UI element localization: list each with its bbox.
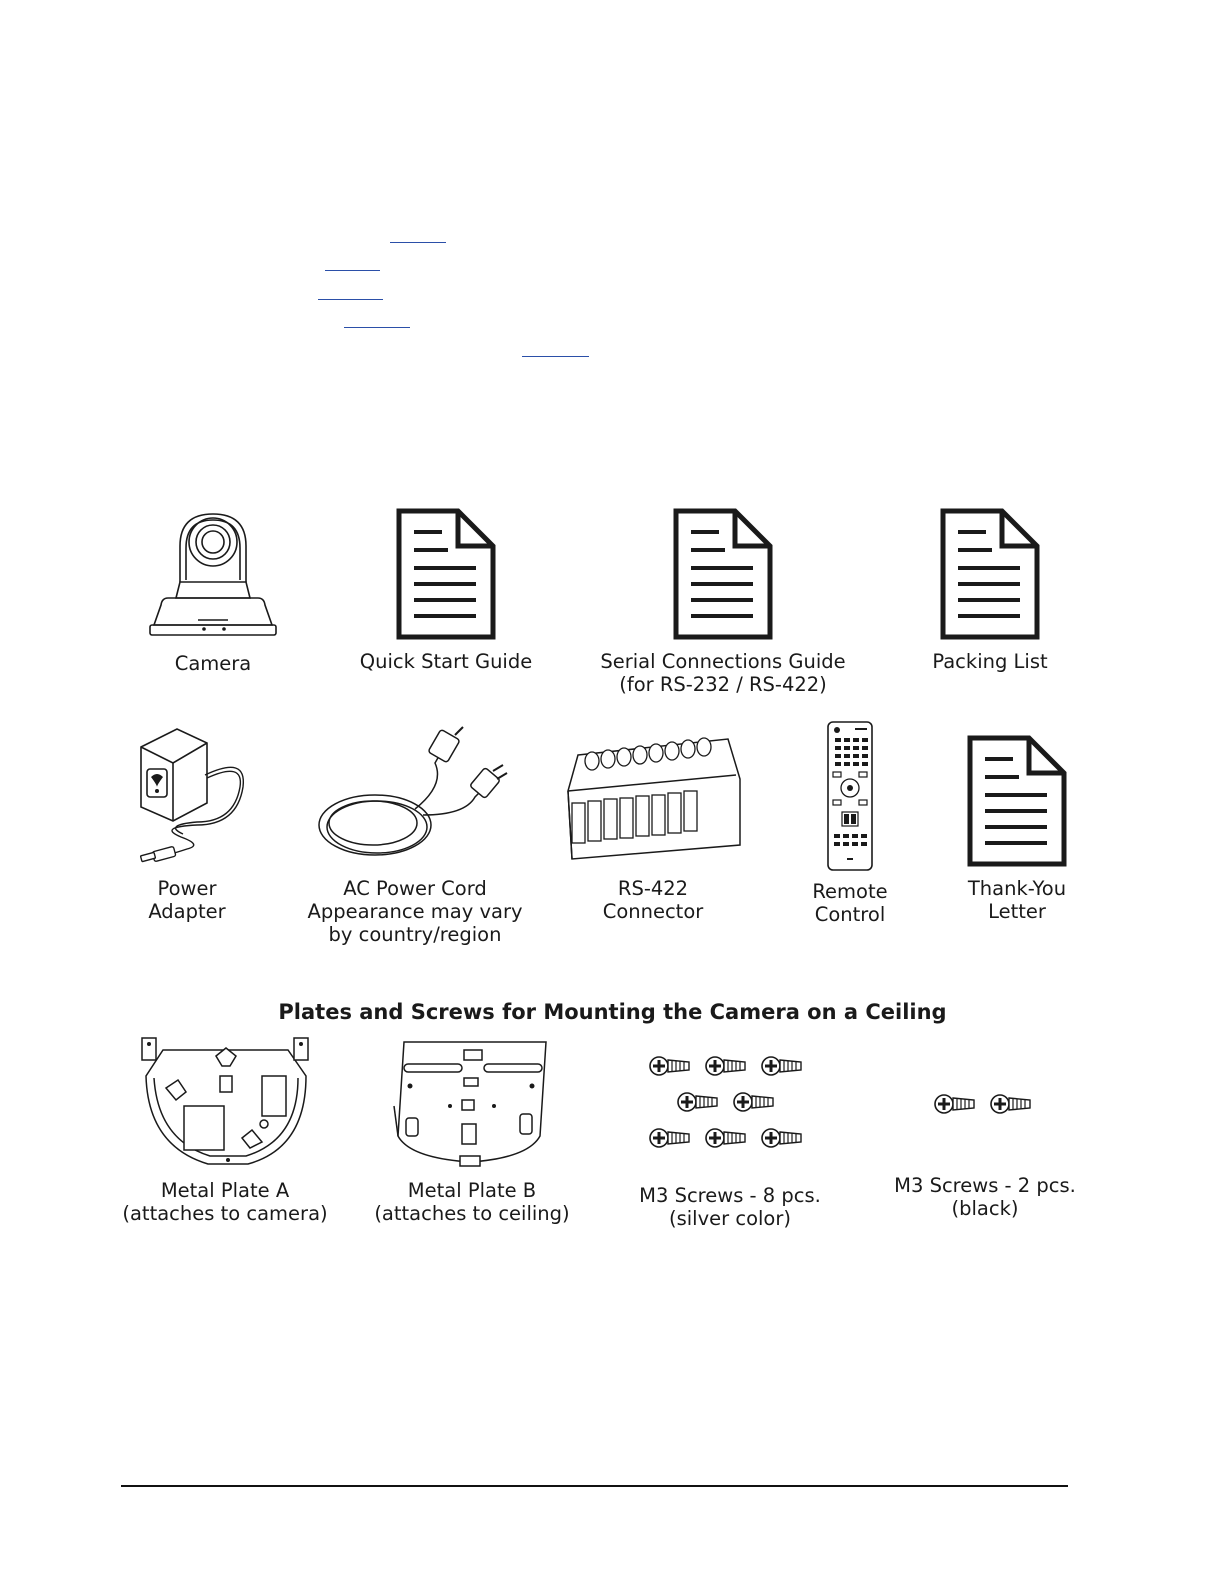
footer-rule bbox=[121, 1485, 1068, 1487]
caption-line: AC Power Cord bbox=[343, 877, 487, 900]
caption-m3-screws-2 bbox=[894, 1174, 1076, 1220]
caption-line: Metal Plate A bbox=[160, 1179, 290, 1202]
caption-line: M3 Screws - 8 pcs. bbox=[639, 1184, 821, 1207]
caption-serial-guide bbox=[600, 650, 845, 696]
caption-remote-control bbox=[812, 880, 887, 926]
caption-line: Power bbox=[157, 877, 217, 900]
item-serial-guide bbox=[573, 508, 873, 696]
power-cord-icon bbox=[315, 725, 515, 865]
mounting-plate-b-icon bbox=[390, 1036, 555, 1172]
link-underline-3[interactable] bbox=[318, 299, 383, 300]
caption-thank-you-letter bbox=[968, 877, 1066, 923]
item-quick-start-guide bbox=[346, 508, 546, 673]
link-underline-5[interactable] bbox=[522, 356, 589, 357]
caption-power-adapter bbox=[148, 877, 225, 923]
item-thank-you-letter bbox=[942, 735, 1092, 923]
terminal-block-icon bbox=[558, 725, 748, 865]
item-camera bbox=[113, 510, 313, 675]
item-remote-control bbox=[790, 720, 910, 926]
item-m3-screws-8 bbox=[620, 1050, 840, 1230]
power-adapter-icon bbox=[117, 725, 257, 865]
item-metal-plate-b bbox=[362, 1036, 582, 1225]
item-power-adapter bbox=[97, 725, 277, 923]
caption-metal-plate-a bbox=[122, 1179, 327, 1225]
caption-line: Quick Start Guide bbox=[359, 650, 533, 673]
caption-line: Metal Plate B bbox=[407, 1179, 537, 1202]
mounting-plate-a-icon bbox=[138, 1036, 313, 1172]
caption-line: Connector bbox=[602, 900, 704, 923]
caption-line: RS-422 bbox=[617, 877, 689, 900]
link-underline-2[interactable] bbox=[325, 270, 380, 271]
caption-packing-list bbox=[932, 650, 1047, 673]
item-m3-screws-2 bbox=[875, 1080, 1095, 1220]
item-metal-plate-a bbox=[115, 1036, 335, 1225]
caption-rs422-connector bbox=[603, 877, 704, 923]
item-packing-list bbox=[890, 508, 1090, 673]
remote-control-icon bbox=[825, 720, 875, 872]
caption-m3-screws-8 bbox=[639, 1184, 821, 1230]
link-underline-1[interactable] bbox=[390, 242, 446, 243]
caption-camera bbox=[175, 652, 252, 675]
document-icon bbox=[940, 508, 1040, 640]
caption-line: (silver color) bbox=[669, 1207, 791, 1230]
caption-line: Appearance may vary bbox=[307, 900, 523, 923]
link-underline-4[interactable] bbox=[344, 327, 410, 328]
caption-line: (black) bbox=[951, 1197, 1019, 1220]
screw-icon bbox=[930, 1080, 1040, 1130]
caption-ac-power-cord bbox=[307, 877, 522, 946]
caption-line: Adapter bbox=[148, 900, 226, 923]
ptz-camera-icon bbox=[138, 510, 288, 642]
mounting-section-title: Plates and Screws for Mounting the Camera on a Ceiling bbox=[278, 1000, 947, 1024]
caption-metal-plate-b bbox=[374, 1179, 569, 1225]
caption-line: Letter bbox=[988, 900, 1046, 923]
document-icon bbox=[967, 735, 1067, 867]
document-icon bbox=[673, 508, 773, 640]
caption-line: Camera bbox=[174, 652, 252, 675]
caption-quick-start-guide bbox=[360, 650, 532, 673]
caption-line: (attaches to camera) bbox=[122, 1202, 328, 1225]
document-icon bbox=[396, 508, 496, 640]
caption-line: Remote bbox=[812, 880, 888, 903]
caption-line: Control bbox=[814, 903, 886, 926]
caption-line: (attaches to ceiling) bbox=[374, 1202, 570, 1225]
caption-line: by country/region bbox=[328, 923, 502, 946]
caption-line: M3 Screws - 2 pcs. bbox=[894, 1174, 1076, 1197]
item-rs422-connector bbox=[553, 725, 753, 923]
caption-line: Thank-You bbox=[967, 877, 1067, 900]
caption-line: Packing List bbox=[932, 650, 1048, 673]
item-ac-power-cord bbox=[300, 725, 530, 946]
caption-line: Serial Connections Guide bbox=[600, 650, 846, 673]
screw-icon bbox=[645, 1050, 815, 1160]
caption-line: (for RS-232 / RS-422) bbox=[619, 673, 827, 696]
